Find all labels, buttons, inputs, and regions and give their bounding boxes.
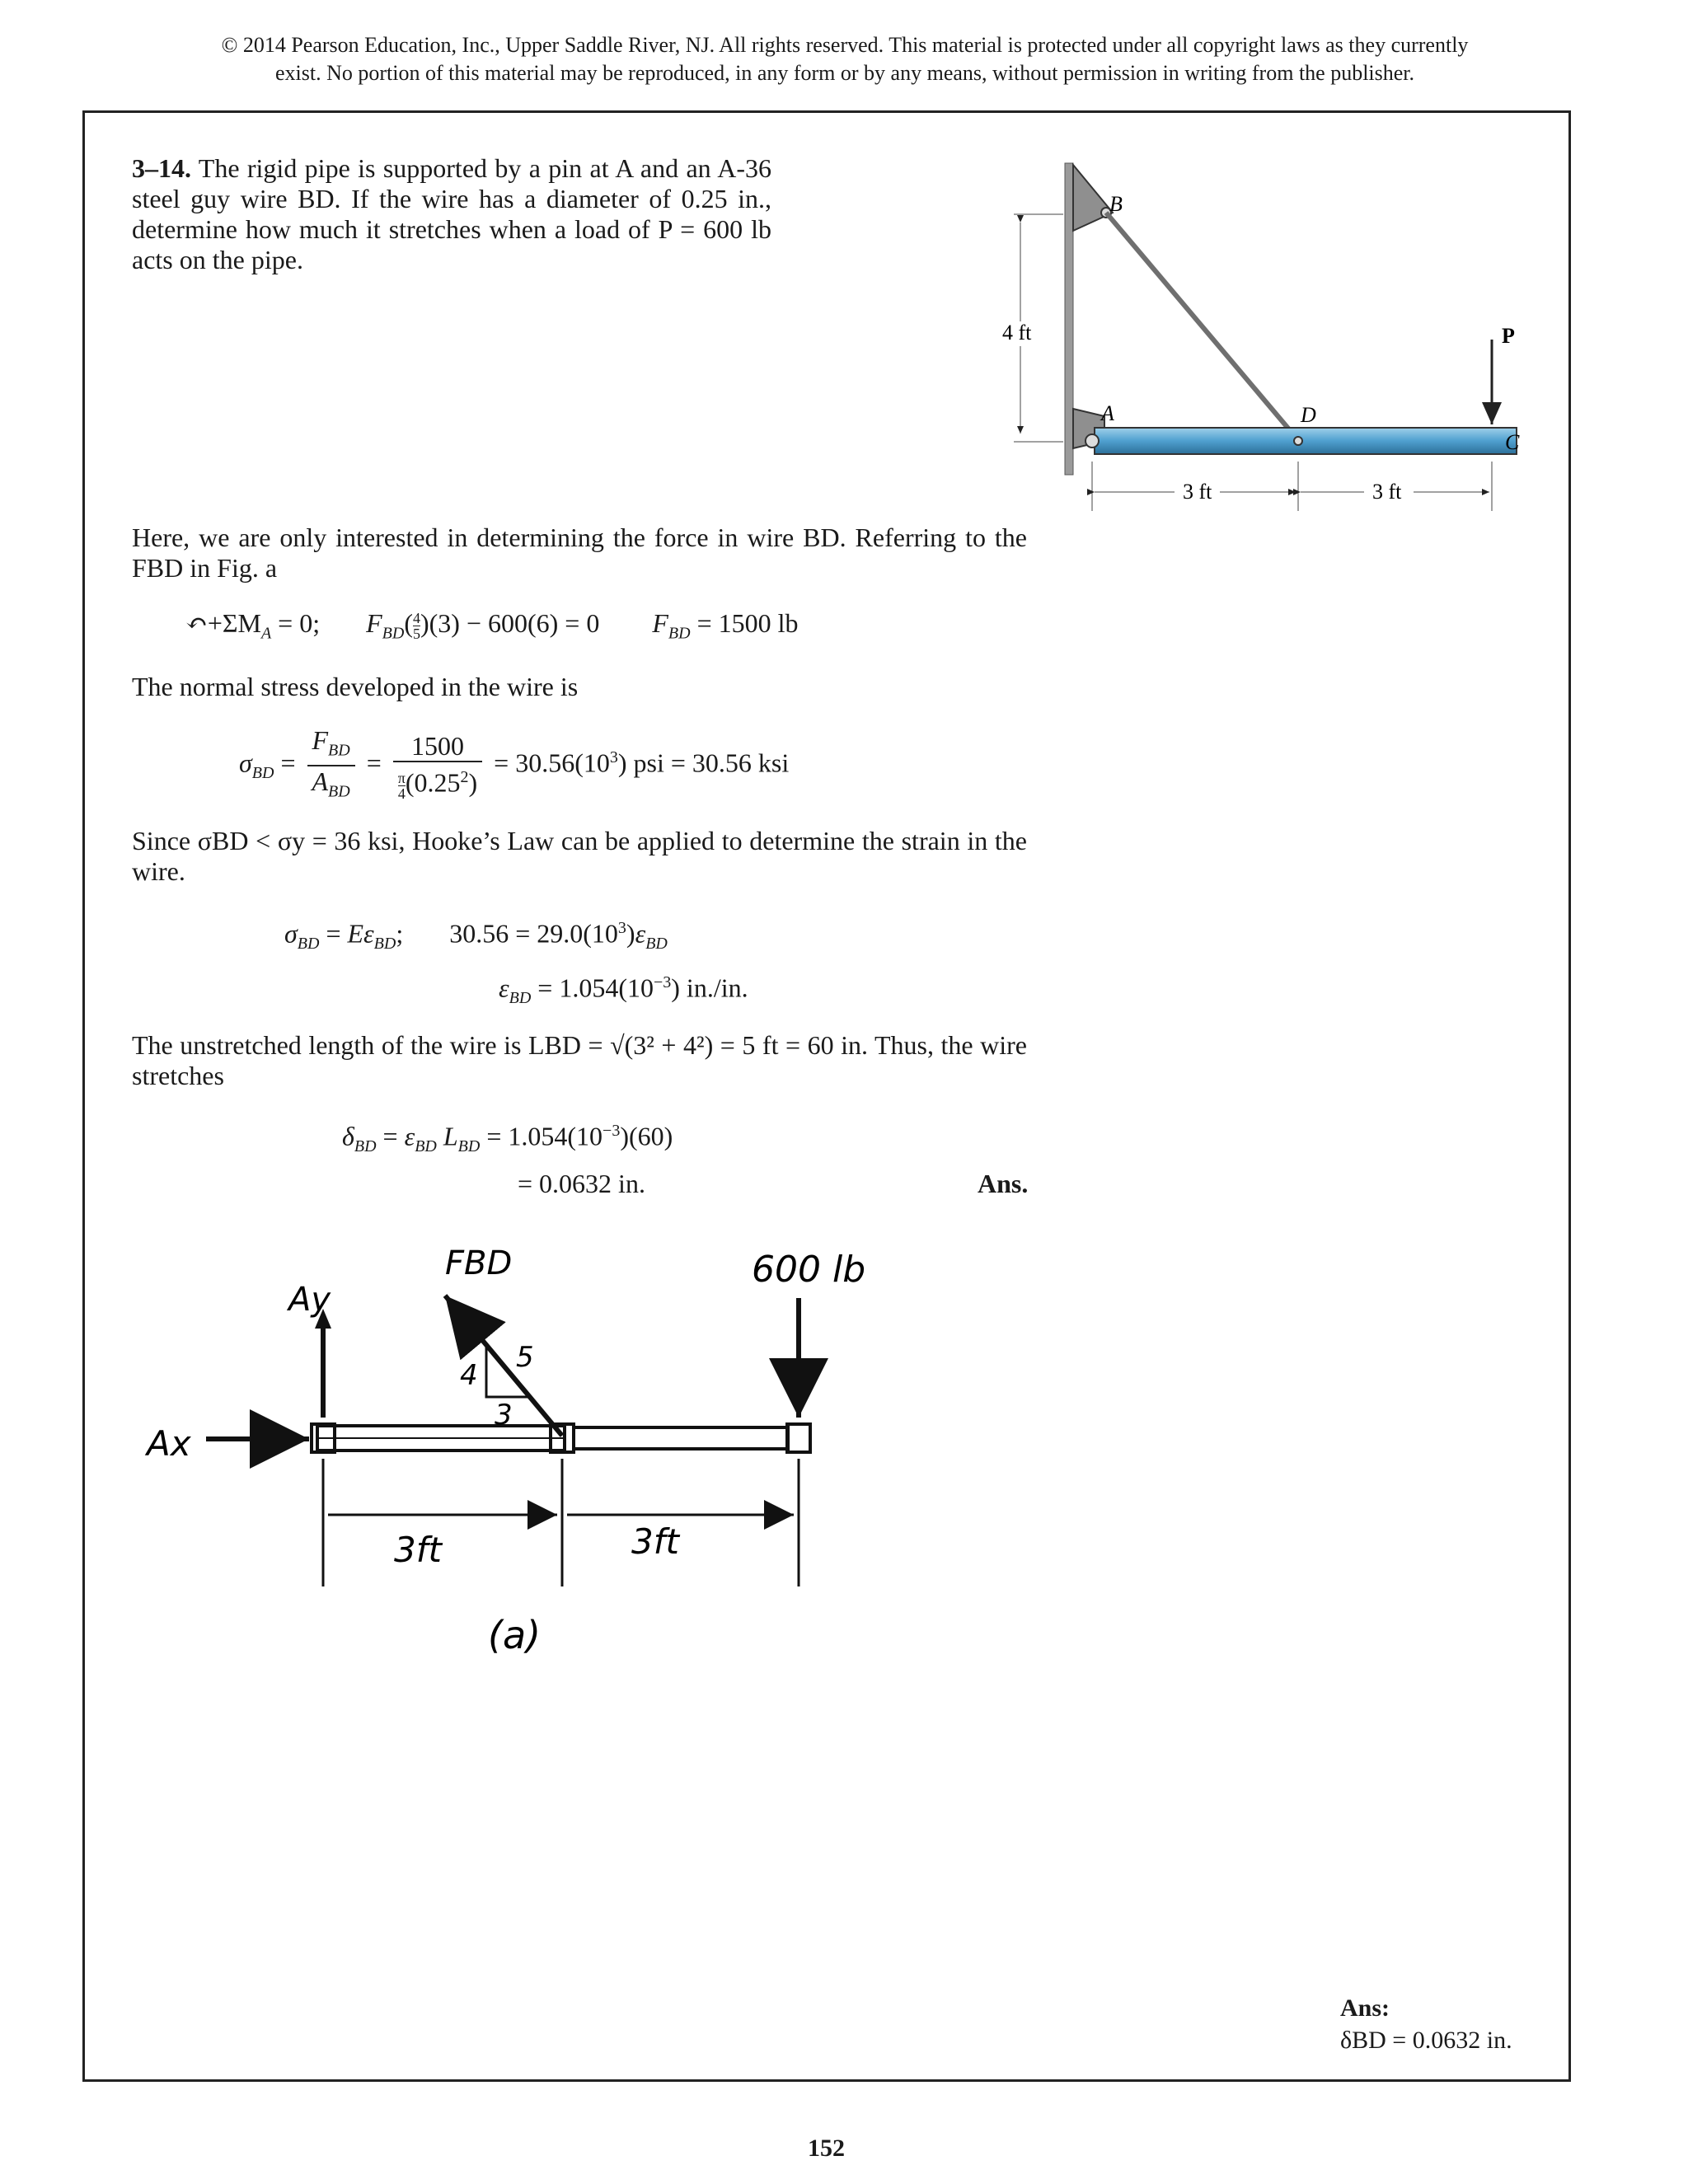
page-number: 152 [808,2135,845,2162]
answer-title: Ans: [1340,1994,1390,2022]
label-p: P [1502,324,1515,348]
fbd-node-c [787,1424,810,1452]
fbd-slope-3: 3 [495,1399,513,1432]
label-a: A [1101,401,1114,425]
answer-box [1340,1993,1512,2057]
dim-left-label: 3 ft [1183,480,1212,504]
equation-stress: $\sigma_{BD}$ = $\frac{F_{BD}}{A_{BD}}$ = $\frac{1500}{\frac{\pi}{4}(0.25^2)}$ = $30.56(10^3)$ psi = 30.56 ksi [239,725,790,802]
label-b: B [1109,192,1123,216]
label-d: D [1301,403,1316,427]
copyright-line-1: © 2014 Pearson Education, Inc., Upper Saddle River, NJ. All rights reserved. This material is protected under all copyright laws as they currently [221,33,1469,57]
solution-intro: Here, we are only interested in determining the force in wire BD. Referring to the FBD in Fig. a [132,523,1027,583]
free-body-diagram [132,1220,915,1665]
problem-statement [132,153,771,275]
stress-intro: The normal stress developed in the wire is [132,672,579,701]
pipe [1095,428,1517,454]
problem-text: The rigid pipe is supported by a pin at A and an A-36 steel guy wire BD. If the wire has a diameter of 0.25 in., determine how much it stretches when a load of P = 600 lb acts on the pipe. [132,153,772,274]
fbd-slope-5: 5 [516,1341,534,1374]
equation-elongation: $\delta_{BD} = \varepsilon_{BD}$ $L_{BD} = 1.054(10^{-3})(60)$ [342,1121,673,1156]
equation-result: = 0.0632 in. [518,1169,645,1198]
fbd-fbd-label: FBD [445,1244,513,1282]
problem-figure [997,148,1558,511]
fbd-beam-right [574,1427,788,1449]
wall [1065,163,1073,475]
label-c: C [1505,430,1520,454]
ans-label: Ans. [978,1169,1029,1198]
fbd-ax-label: Ax [147,1423,191,1464]
fbd-ay-label: Ay [288,1281,331,1319]
dim-right-label: 3 ft [1372,480,1402,504]
fbd-load-label: 600 lb [752,1249,866,1291]
fbd-slope-4: 4 [460,1359,478,1392]
dim-height-label: 4 ft [1002,321,1032,344]
wire-bd [1106,213,1298,440]
copyright-line-2: exist. No portion of this material may be reproduced, in any form or by any means, without permission in writing from the publisher. [274,61,1415,85]
length-text: The unstretched length of the wire is LBD = √(3² + 4²) = 5 ft = 60 in. Thus, the wire stretches [132,1030,1027,1090]
problem-number: 3–14. [132,153,191,183]
equation-hooke: $\sigma_{BD} = E\varepsilon_{BD}$; $30.56 = 29.0(10^3)\varepsilon_{BD}$ [284,918,668,954]
fbd-caption: (a) [488,1613,542,1657]
fbd-dim-right-label: 3ft [631,1521,679,1562]
fbd-dim-left-label: 3ft [394,1530,442,1570]
pin-a [1085,434,1099,448]
equation-strain: $\varepsilon_{BD} = 1.054(10^{-3})$ in./in. [499,972,748,1008]
pin-d [1294,437,1302,445]
hooke-text: Since σBD < σy = 36 ksi, Hooke’s Law can be applied to determine the strain in the wire. [132,826,1027,886]
bracket-b [1073,165,1113,231]
answer-value: δBD = 0.0632 in. [1340,2027,1512,2054]
copyright-notice [124,31,1566,87]
equation-moment: $↶+\Sigma M_A = 0$; $F_{BD}$( $\frac{4}{5})(3) - 600(6) = 0$ $F_{BD} = 1500$ lb [185,608,799,643]
